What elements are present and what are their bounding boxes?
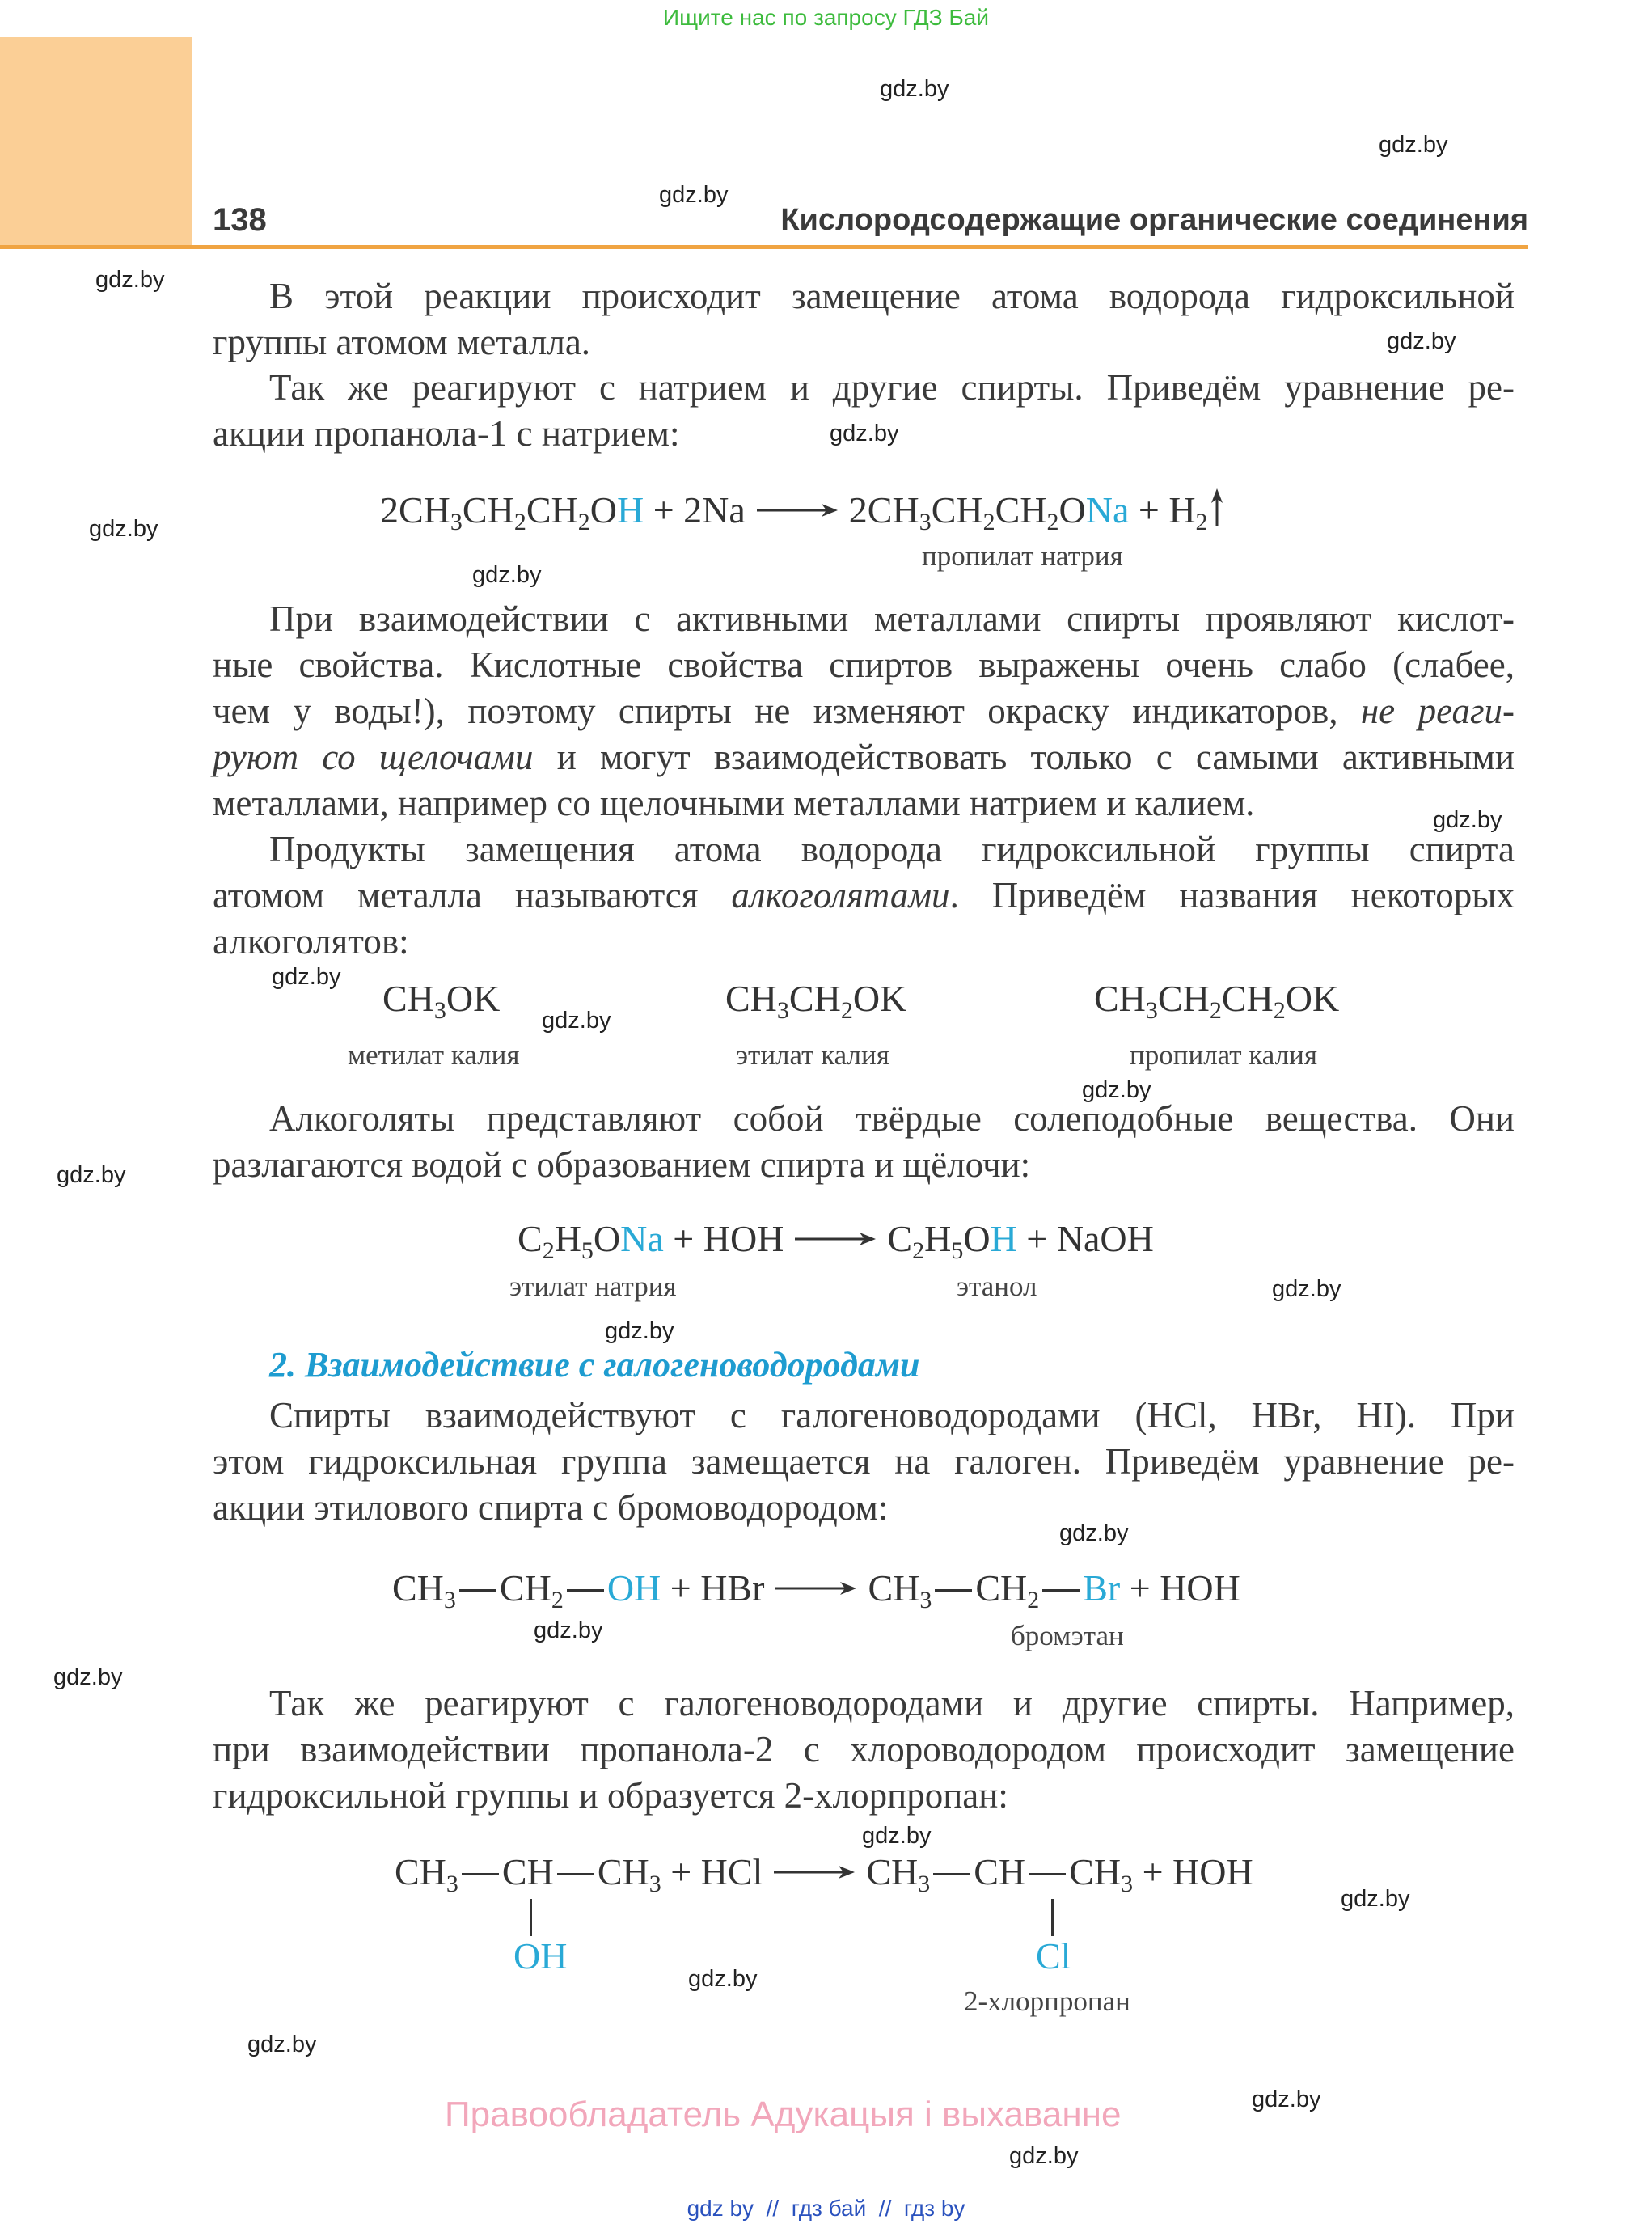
formula-ch3ch2ch2ok: $CH_3CH_2CH_2OK$	[1094, 978, 1340, 1024]
text-run: атомом металла называются	[213, 875, 732, 915]
watermark: gdz.by	[272, 964, 341, 990]
formula-ch3ch2ok: $CH_3CH_2OK$	[725, 978, 907, 1024]
caption-ethylate-potassium: этилат калия	[736, 1039, 889, 1071]
watermark: gdz.by	[53, 1664, 123, 1690]
text-line	[213, 688, 1515, 734]
caption-chloropropane: 2-хлорпропан	[964, 1985, 1130, 2017]
page-title: Кислородсодержащие органические соединения	[780, 203, 1528, 237]
reaction-arrow-icon	[775, 1580, 856, 1596]
text-line: алкоголятов:	[213, 921, 409, 962]
text-line: при взаимодействии пропанола-2 с хлороводородом происходит замещение	[213, 1729, 1515, 1769]
text-line: Спирты взаимодействуют с галогеноводородами (HCl, HBr, HI). При	[269, 1395, 1515, 1435]
paragraph-4	[213, 827, 1515, 965]
text-line: ные свойства. Кислотные свойства спиртов выражены очень слабо (слабее,	[213, 645, 1515, 685]
caption-propylate-potassium: пропилат калия	[1130, 1039, 1317, 1071]
text-line: этом гидроксильная группа замещается на галоген. Приведём уравнение ре-	[213, 1441, 1515, 1482]
substituent-oh: OH	[513, 1935, 568, 1977]
page-number: 138	[213, 202, 267, 238]
watermark: gdz.by	[659, 182, 729, 208]
section-heading: 2. Взаимодействие с галогеноводородами	[269, 1345, 920, 1385]
text-run: . Приведём названия некоторых	[949, 875, 1515, 915]
text-line: Так же реагируют с галогеноводородами и другие спирты. Например,	[269, 1683, 1515, 1723]
bond-line-vertical	[530, 1899, 532, 1936]
corner-accent-block	[0, 37, 192, 246]
header-rule	[0, 245, 1528, 249]
watermark: gdz.by	[605, 1318, 674, 1344]
bond-line	[1029, 1873, 1066, 1875]
watermark: gdz.by	[1341, 1886, 1410, 1912]
text-line	[213, 734, 1515, 780]
equation-propanol-sodium: $2CH_3CH_2CH_2OH + 2Na$ $2CH_3CH_2CH_2ONa + H_2$	[380, 485, 1224, 531]
text-run: чем у воды!), поэтому спирты не изменяют окраску индикаторов,	[213, 691, 1361, 731]
watermark: gdz.by	[830, 421, 899, 446]
formula-ch3ok: $CH_3OK$	[382, 978, 501, 1024]
caption-bromoethane: бромэтан	[1011, 1620, 1124, 1651]
paragraph-3	[213, 596, 1515, 827]
paragraph-7	[213, 1681, 1515, 1819]
equation-ethylate-hydrolysis: $C_2H_5ONa$ + HOH $C_2H_5OH$ + NaOH	[518, 1218, 1154, 1264]
paragraph-1	[213, 273, 1515, 366]
reaction-arrow-icon	[757, 502, 838, 518]
gas-up-arrow-icon	[1210, 488, 1224, 535]
bond-line-vertical	[1051, 1899, 1054, 1936]
emphasis-text: руют со щелочами	[213, 737, 534, 777]
text-line: Продукты замещения атома водорода гидроксильной группы спирта	[269, 829, 1515, 869]
text-line: металлами, например со щелочными металлами натрием и калием.	[213, 783, 1255, 823]
substituent-cl: Cl	[1036, 1935, 1071, 1977]
equation-ethanol-hbr: $CH_3$ $CH_2$ OH + HBr $CH_3$ $CH_2$ Br + HOH	[392, 1567, 1240, 1613]
bond-line	[933, 1873, 970, 1875]
watermark: gdz.by	[89, 516, 158, 542]
bond-line	[567, 1589, 604, 1592]
watermark: gdz.by	[1009, 2143, 1079, 2169]
emphasis-text: алкоголятами	[731, 875, 950, 915]
reaction-arrow-icon	[774, 1864, 855, 1880]
caption-methylate-potassium: метилат калия	[348, 1039, 520, 1071]
text-line: разлагаются водой с образованием спирта и щёлочи:	[213, 1144, 1031, 1185]
top-banner[interactable]: Ищите нас по запросу ГДЗ Бай	[662, 5, 990, 30]
watermark: gdz.by	[542, 1008, 611, 1034]
watermark: gdz.by	[534, 1617, 603, 1643]
watermark: gdz.by	[688, 1966, 758, 1992]
watermark: gdz.by	[95, 267, 165, 293]
watermark: gdz.by	[880, 76, 949, 102]
watermark: gdz.by	[862, 1823, 932, 1849]
text-line: Так же реагируют с натрием и другие спирты. Приведём уравнение ре-	[269, 367, 1515, 408]
text-line: группы атомом металла.	[213, 322, 591, 362]
footer-links[interactable]: gdz by // гдз бай // гдз by	[687, 2196, 965, 2221]
caption-ethylate-sodium: этилат натрия	[509, 1271, 677, 1302]
bond-line	[459, 1589, 496, 1592]
text-line: гидроксильной группы и образуется 2-хлорпропан:	[213, 1775, 1008, 1816]
watermark: gdz.by	[1272, 1276, 1341, 1302]
watermark: gdz.by	[247, 2032, 317, 2057]
watermark: gdz.by	[1082, 1077, 1151, 1103]
copyright-notice: Правообладатель Адукацыя і выхаванне	[445, 2095, 1122, 2134]
paragraph-6	[213, 1393, 1515, 1531]
emphasis-text: не реаги-	[1360, 691, 1515, 731]
text-line: акции пропанола-1 с натрием:	[213, 413, 680, 454]
watermark: gdz.by	[472, 562, 542, 588]
watermark: gdz.by	[57, 1162, 126, 1188]
text-line: В этой реакции происходит замещение атома водорода гидроксильной	[269, 276, 1515, 316]
bond-line	[557, 1873, 594, 1875]
bond-line	[935, 1589, 972, 1592]
bond-line	[1042, 1589, 1080, 1592]
watermark: gdz.by	[1059, 1520, 1129, 1546]
watermark: gdz.by	[1433, 807, 1502, 833]
equation-propanol2-hcl: $CH_3$ CH $CH_3$ + HCl $CH_3$ CH $CH_3$ + HOH	[395, 1851, 1253, 1897]
caption-ethanol: этанол	[957, 1271, 1037, 1302]
text-line: При взаимодействии с активными металлами спирты проявляют кислот-	[269, 598, 1515, 639]
text-line	[213, 873, 1515, 919]
text-run: и могут взаимодействовать только с самыми активными	[533, 737, 1515, 777]
paragraph-5	[213, 1096, 1515, 1188]
text-line: акции этилового спирта с бромоводородом:	[213, 1487, 889, 1528]
watermark: gdz.by	[1379, 132, 1448, 158]
watermark: gdz.by	[1387, 328, 1456, 354]
reaction-arrow-icon	[795, 1231, 876, 1247]
caption-propylate-sodium: пропилат натрия	[922, 540, 1123, 572]
bond-line	[462, 1873, 499, 1875]
text-line: Алкоголяты представляют собой твёрдые солеподобные вещества. Они	[269, 1098, 1515, 1139]
watermark: gdz.by	[1252, 2087, 1321, 2112]
